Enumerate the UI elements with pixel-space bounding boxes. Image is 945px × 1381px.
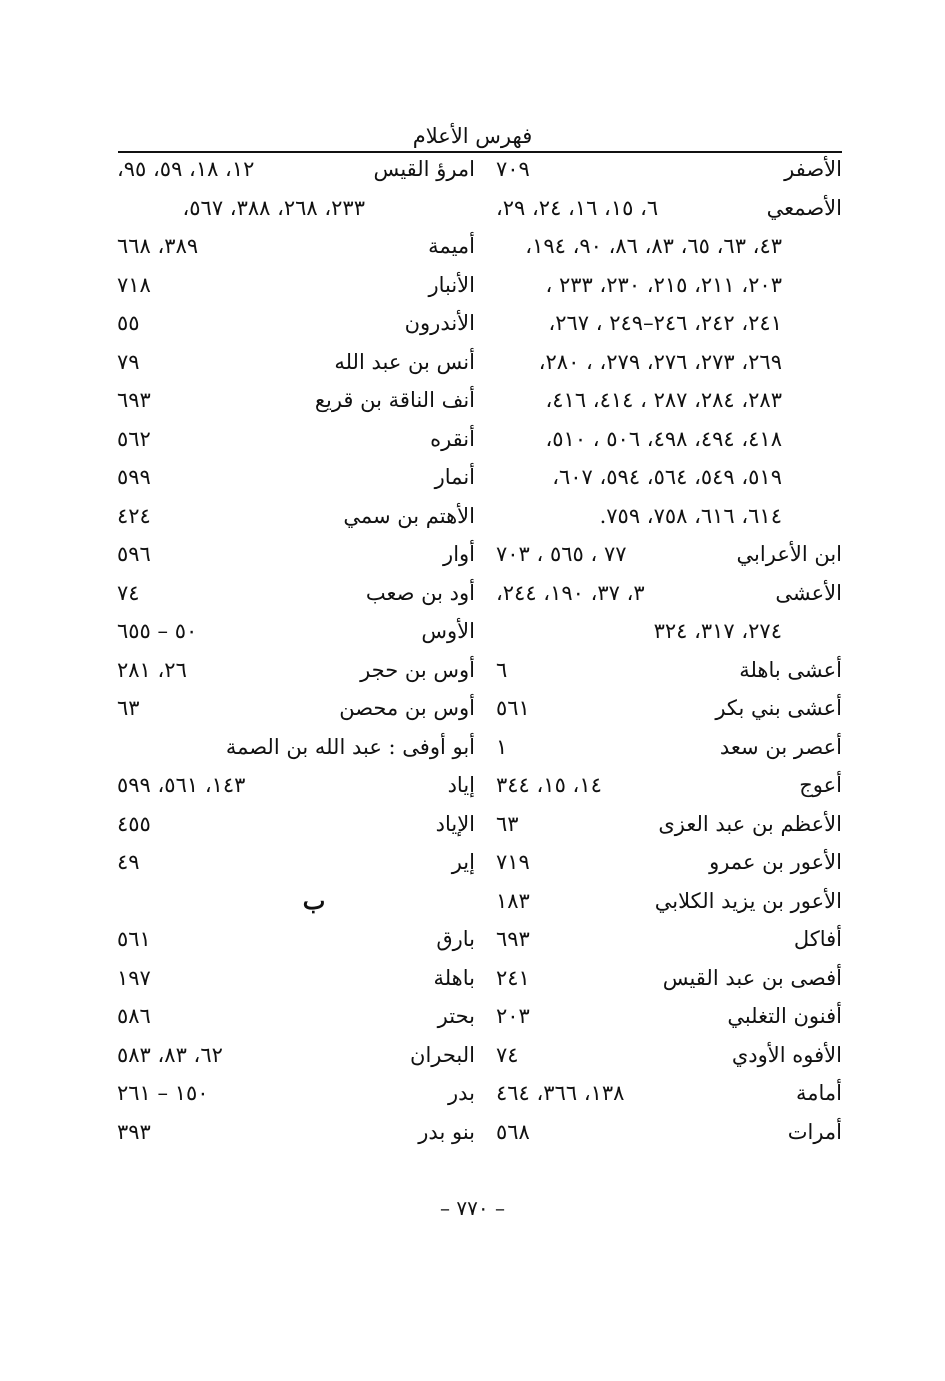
entry-pages: ٥٨٦ (117, 1004, 151, 1028)
entry-name: أعوج (799, 773, 842, 797)
index-entry (113, 150, 475, 189)
index-entry (490, 651, 842, 690)
index-entry (490, 843, 842, 882)
entry-name: أعشى باهلة (739, 657, 842, 682)
entry-name: الأندرون (404, 311, 475, 335)
entry-pages-continued: ٢٣٣، ٢٦٨، ٣٨٨، ٥٦٧، (182, 195, 365, 220)
index-entry (113, 227, 475, 266)
entry-pages: ١٨٣ (496, 888, 530, 913)
entry-name: أمرات (787, 1119, 842, 1144)
index-entry (113, 458, 475, 497)
entry-pages: ٥٦١ (496, 696, 530, 720)
index-entry (113, 920, 475, 959)
entry-name: أعشى بني بكر (715, 696, 842, 720)
entry-pages-continued: ٢٨٣، ٢٨٤، ٢٨٧ ، ٤١٤، ٤١٦، (545, 388, 782, 412)
entry-name: أبو أوفى : عبد الله بن الصمة (225, 734, 475, 759)
entry-pages: ٦٣ (496, 811, 519, 836)
left-column (113, 150, 475, 1151)
index-entry (490, 535, 842, 574)
entry-pages: ١٤، ١٥، ٣٤٤ (496, 773, 602, 797)
index-entry (113, 728, 475, 767)
index-entry (490, 343, 842, 382)
entry-name: الأوس (421, 619, 475, 643)
index-entry (490, 612, 842, 651)
index-entry (113, 805, 475, 844)
entry-pages: ٥٦١ (117, 927, 151, 951)
entry-name: أعصر بن سعد (719, 734, 842, 759)
entry-name: إير (451, 850, 475, 874)
entry-pages-continued: ٤٣، ٦٣، ٦٥، ٨٣، ٨٦، ٩٠، ١٩٤، (525, 234, 782, 258)
index-entry (490, 458, 842, 497)
entry-pages: ٧٩ (117, 349, 140, 374)
entry-pages-continued: ٢٧٤، ٣١٧، ٣٢٤ (653, 619, 782, 643)
entry-name: أوس بن محصن (339, 696, 475, 720)
entry-pages: ٥٠ – ٦٥٥ (117, 619, 198, 643)
entry-name: أفاكل (793, 927, 842, 951)
entry-name: الأعور بن عمرو (709, 850, 842, 874)
entry-name: الأعظم بن عبد العزى (658, 811, 842, 836)
index-entry (113, 1036, 475, 1075)
index-entry (113, 843, 475, 882)
entry-name: أفنون التغلبي (727, 1004, 842, 1028)
entry-pages: ٣، ٣٧، ١٩٠، ٢٤٤، (496, 580, 645, 605)
entry-name: أوس بن حجر (360, 657, 475, 682)
entry-name: بدر (447, 1081, 475, 1105)
entry-name: الأهتم بن سمي (343, 503, 475, 528)
index-entry (113, 1113, 475, 1152)
entry-name: ابن الأعرابي (736, 542, 842, 566)
entry-pages: ٣٨٩، ٦٦٨ (117, 234, 199, 258)
index-entry (490, 574, 842, 613)
entry-name: باهلة (433, 965, 475, 990)
entry-pages: ٧٠٩ (496, 157, 530, 181)
entry-pages: ٧١٩ (496, 850, 530, 874)
entry-pages: ٢٦، ٢٨١ (117, 657, 187, 682)
entry-name: الأصمعي (766, 195, 842, 220)
entry-name: بحتر (437, 1004, 475, 1028)
entry-pages: ٤٥٥ (117, 811, 151, 836)
entry-name: بنو بدر (418, 1119, 475, 1144)
entry-pages: ٤٩ (117, 850, 140, 874)
index-entry (113, 959, 475, 998)
entry-name: الأنبار (428, 272, 475, 297)
entry-pages: ٥٦٢ (117, 426, 151, 451)
entry-pages: ١٤٣، ٥٦١، ٥٩٩ (117, 773, 246, 797)
page-header-title: فهرس الأعلام (412, 124, 533, 148)
entry-pages: ٤٢٤ (117, 503, 151, 528)
entry-pages: ٦٩٣ (496, 927, 530, 951)
entry-pages-continued: ٢٤١، ٢٤٢، ٢٤٦–٢٤٩ ، ٢٦٧، (548, 311, 782, 335)
entry-name: أفصى بن عبد القيس (662, 965, 842, 990)
index-entry (490, 150, 842, 189)
entry-pages: ١٢، ١٨، ٥٩، ٩٥، (117, 157, 255, 181)
index-entry (113, 304, 475, 343)
entry-name: بارق (436, 927, 475, 951)
entry-pages: ٣٩٣ (117, 1119, 151, 1144)
entry-name: أمامة (796, 1081, 842, 1105)
index-entry (490, 420, 842, 459)
index-entry (490, 728, 842, 767)
entry-pages: ٦٣ (117, 696, 140, 720)
index-entry (113, 612, 475, 651)
index-entry (113, 766, 475, 805)
section-letter: ب (302, 885, 326, 915)
index-entry (113, 343, 475, 382)
entry-name: أنمار (434, 465, 475, 489)
entry-pages: ٥٥ (117, 311, 140, 335)
entry-pages: ١٣٨، ٣٦٦، ٤٦٤ (496, 1081, 625, 1105)
index-entry (490, 920, 842, 959)
index-entry (113, 189, 475, 228)
entry-name: أنس بن عبد الله (334, 349, 475, 374)
entry-pages: ٧٧ ، ٥٦٥ ، ٧٠٣ (496, 542, 627, 566)
entry-name: أنقره (430, 426, 475, 451)
index-entry (113, 266, 475, 305)
index-entry (113, 381, 475, 420)
entry-pages-continued: ٢٠٣، ٢١١، ٢١٥، ٢٣٠، ٢٣٣ ، (545, 272, 782, 297)
entry-pages: ٧٤ (117, 580, 140, 605)
index-entry (490, 997, 842, 1036)
entry-pages: ٦٢، ٨٣، ٥٨٣ (117, 1042, 223, 1067)
index-entry (113, 997, 475, 1036)
index-entry (113, 1074, 475, 1113)
entry-pages: ٥٩٦ (117, 542, 151, 566)
page-number: – ٧٧٠ – (440, 1196, 505, 1220)
entry-name: أنف الناقة بن قريع (314, 388, 475, 412)
index-entry (113, 689, 475, 728)
index-entry (490, 882, 842, 921)
entry-name: أوار (443, 542, 475, 566)
index-entry (490, 497, 842, 536)
index-entry (490, 189, 842, 228)
entry-name: أميمة (428, 234, 475, 258)
entry-name: الإياد (435, 811, 475, 836)
entry-pages-continued: ٦١٤، ٦١٦، ٧٥٨، ٧٥٩. (599, 503, 782, 528)
index-entry (113, 535, 475, 574)
index-entry (490, 304, 842, 343)
index-entry (490, 381, 842, 420)
index-entry (113, 420, 475, 459)
index-entry (490, 1036, 842, 1075)
entry-name: الأفوه الأودي (731, 1042, 842, 1067)
entry-pages-continued: ٤١٨، ٤٩٤، ٤٩٨، ٥٠٦ ، ٥١٠، (545, 426, 782, 451)
right-column (490, 150, 842, 1151)
entry-name: امرؤ القيس (373, 157, 475, 181)
entry-pages: ١ (496, 734, 508, 759)
index-entry (490, 766, 842, 805)
entry-name: البحران (410, 1042, 475, 1067)
index-entry (490, 805, 842, 844)
entry-pages: ٢٤١ (496, 965, 530, 990)
entry-pages: ٦٩٣ (117, 388, 151, 412)
index-entry (490, 266, 842, 305)
index-entry (490, 959, 842, 998)
entry-pages-continued: ٢٦٩، ٢٧٣، ٢٧٦، ٢٧٩، ، ٢٨٠، (538, 349, 782, 374)
index-entry (113, 574, 475, 613)
entry-name: الأصفر (784, 157, 842, 181)
index-entry (490, 1113, 842, 1152)
entry-name: أود بن صعب (365, 580, 475, 605)
entry-name: الأعور بن يزيد الكلابي (654, 888, 842, 913)
index-entry (490, 1074, 842, 1113)
entry-pages: ٦ (496, 657, 508, 682)
entry-pages: ٦، ١٥، ١٦، ٢٤، ٢٩، (496, 195, 659, 220)
entry-name: إياد (447, 773, 475, 797)
index-entry (490, 227, 842, 266)
entry-pages: ٥٩٩ (117, 465, 151, 489)
entry-pages: ١٩٧ (117, 965, 151, 990)
entry-pages: ٧١٨ (117, 272, 151, 297)
entry-pages: ٢٠٣ (496, 1004, 530, 1028)
entry-name: الأعشى (775, 580, 842, 605)
entry-pages: ٧٤ (496, 1042, 519, 1067)
index-entry (490, 689, 842, 728)
index-entry (113, 497, 475, 536)
entry-pages: ١٥٠ – ٢٦١ (117, 1081, 209, 1105)
entry-pages: ٥٦٨ (496, 1119, 530, 1144)
entry-pages-continued: ٥١٩، ٥٤٩، ٥٦٤، ٥٩٤، ٦٠٧، (552, 465, 782, 489)
index-entry (113, 651, 475, 690)
